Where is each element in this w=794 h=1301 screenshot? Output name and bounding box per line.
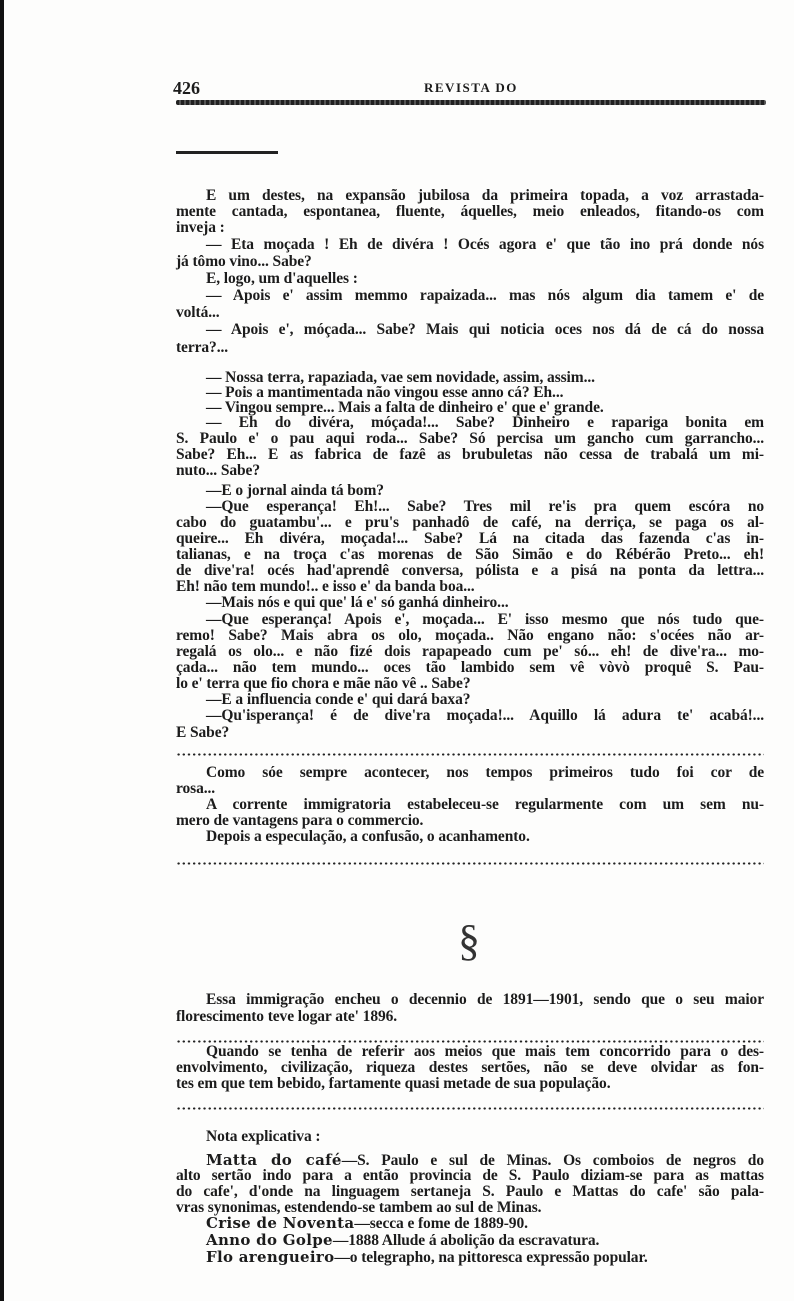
text-line: Depois a especulação, a confusão, o acanhamento. — [206, 828, 530, 845]
text-line: já tômo vino... Sabe? — [176, 253, 312, 270]
text-line: —E a influencia conde e' qui dará baxa? — [206, 691, 471, 708]
note-text: alto sertão indo para a então provincia de S. Paulo diziam-se para as mattas — [176, 1167, 764, 1184]
page-number: 426 — [173, 78, 200, 98]
text-line: Como sóe sempre acontecer, nos tempos primeiros tudo foi cor de — [206, 764, 764, 781]
text-line: de dive'ra! océs had'aprendê conversa, pólista e a pisá na ponta da lettra... — [176, 562, 764, 579]
text-line: cabo do guatambu'... e pru's panhadô de café, na derriça, se paga os al- — [176, 514, 764, 531]
text-line: —Qu'isperança! é de dive'ra moçada!... Aquillo lá adura te' acabá!... — [206, 707, 764, 724]
text-line: rosa... — [176, 780, 216, 797]
text-line: nuto... Sabe? — [176, 462, 260, 479]
text-line: mero de vantagens para o commercio. — [176, 812, 424, 829]
text-line: envolvimento, civilização, riqueza destes sertões, não se deve olvidar as fon- — [176, 1059, 764, 1076]
text-line: remo! Sabe? Mais abra os olo, moçada.. Não engano não: s'océes não ar- — [176, 627, 764, 644]
text-line: —Mais nós e qui que' lá e' só ganhá dinheiro... — [206, 594, 509, 611]
text-line: —Que esperança! Eh!... Sabe? Tres mil re'is pra quem escóra no — [206, 498, 764, 515]
note-text: do cafe', d'onde na linguagem sertaneja S. Paulo e Mattas do cafe' são pala- — [176, 1183, 764, 1200]
dotted-separator — [176, 753, 764, 756]
running-title: REVISTA DO — [424, 80, 518, 95]
text-line: inveja : — [176, 219, 225, 236]
note-term: Flo arengueiro — [206, 1248, 335, 1266]
text-line: talianas, e na troça c'as morenas de São Simão e do Rébérão Preto... eh! — [176, 546, 764, 563]
text-line: voltá... — [176, 304, 220, 321]
note-text: —secca e fome de 1889-90. — [354, 1215, 528, 1232]
text-line: tes em que tem bebido, fartamente quasi metade de sua população. — [176, 1075, 611, 1092]
dotted-separator — [176, 1040, 764, 1043]
note-term: Matta do café — [206, 1151, 342, 1169]
text-line: A corrente immigratoria estabeleceu-se regularmente com um sem nu- — [206, 796, 764, 813]
text-line: terra?... — [176, 339, 229, 356]
text-line: mente cantada, espontanea, fluente, áquelles, meio enleados, fitando-os com — [176, 203, 764, 220]
text-line: çada... não tem mundo... oces tão lambido sem vê vòvò proquê S. Pau- — [176, 659, 764, 676]
section-rule — [176, 151, 278, 154]
text-line: — Pois a mantimentada não vingou esse anno cá? Eh... — [206, 384, 564, 401]
note-term: Crise de Noventa — [206, 1214, 355, 1232]
note-line — [206, 1248, 764, 1266]
text-line: — Apois e', móçada... Sabe? Mais qui noticia oces nos dá de cá do nossa — [206, 321, 764, 338]
dotted-separator — [176, 862, 764, 865]
text-line: lo e' terra que fio chora e mãe não vê .. Sabe? — [176, 675, 471, 692]
note-text: —o telegrapho, na pittoresca expressão popular. — [334, 1249, 648, 1266]
note-text: —S. Paulo e sul de Minas. Os comboios de negros do — [341, 1152, 764, 1169]
text-line: E um destes, na expansão jubilosa da primeira topada, a voz arrastada- — [206, 187, 764, 204]
note-term: Anno do Golpe — [206, 1231, 333, 1249]
text-line: — Nossa terra, rapaziada, vae sem novidade, assim, assim... — [206, 369, 595, 386]
scan-edge — [0, 0, 4, 1301]
text-line: florescimento teve logar ate' 1896. — [176, 1008, 398, 1025]
notes-heading: Nota explicativa : — [206, 1128, 321, 1145]
header-rule — [176, 100, 766, 105]
text-line: — Eh do divéra, móçada!... Sabe? Dinheiro e rapariga bonita em — [206, 414, 764, 431]
text-line: Eh! não tem mundo!.. e isso e' da banda boa... — [176, 578, 475, 595]
text-line: Sabe? Eh... E as fabrica de fazê as brubuletas não cessa de trabalá um mi- — [176, 446, 764, 463]
text-line: — Vingou sempre... Mais a falta de dinheiro e' que e' grande. — [206, 399, 604, 416]
text-line: regalá os olo... e não fizé dois rapapeado cum pe' só... eh! de dive'ra... mo- — [176, 643, 764, 660]
text-line: Quando se tenha de referir aos meios que mais tem concorrido para o des- — [206, 1043, 764, 1060]
text-line: queire... Eh divéra, moçada!... Sabe? Lá na citada das fazenda c'as in- — [176, 530, 764, 547]
text-line: E Sabe? — [176, 724, 230, 741]
note-line — [206, 1231, 764, 1249]
section-mark: § — [458, 916, 480, 965]
text-line: Essa immigração encheu o decennio de 1891—1901, sendo que o seu maior — [206, 991, 764, 1008]
text-line: — Apois e' assim memmo rapaizada... mas nós algum dia tamem e' de — [206, 287, 764, 304]
note-text: vras synonimas, estendendo-se tambem ao sul de Minas. — [176, 1199, 542, 1216]
text-line: S. Paulo e' o pau aqui roda... Sabe? Só percisa um gancho cum garrancho... — [176, 430, 764, 447]
text-line: — Eta moçada ! Eh de divéra ! Océs agora e' que tão ino prá donde nós — [206, 236, 764, 253]
text-line: —Que esperança! Apois e', moçada... E' isso mesmo que nós tudo que- — [206, 611, 764, 628]
text-line: E, logo, um d'aquelles : — [206, 270, 358, 287]
dotted-separator — [176, 1107, 764, 1110]
note-line — [206, 1214, 764, 1232]
note-text: —1888 Allude á abolição da escravatura. — [332, 1232, 600, 1249]
text-line: —E o jornal ainda tá bom? — [206, 482, 384, 499]
